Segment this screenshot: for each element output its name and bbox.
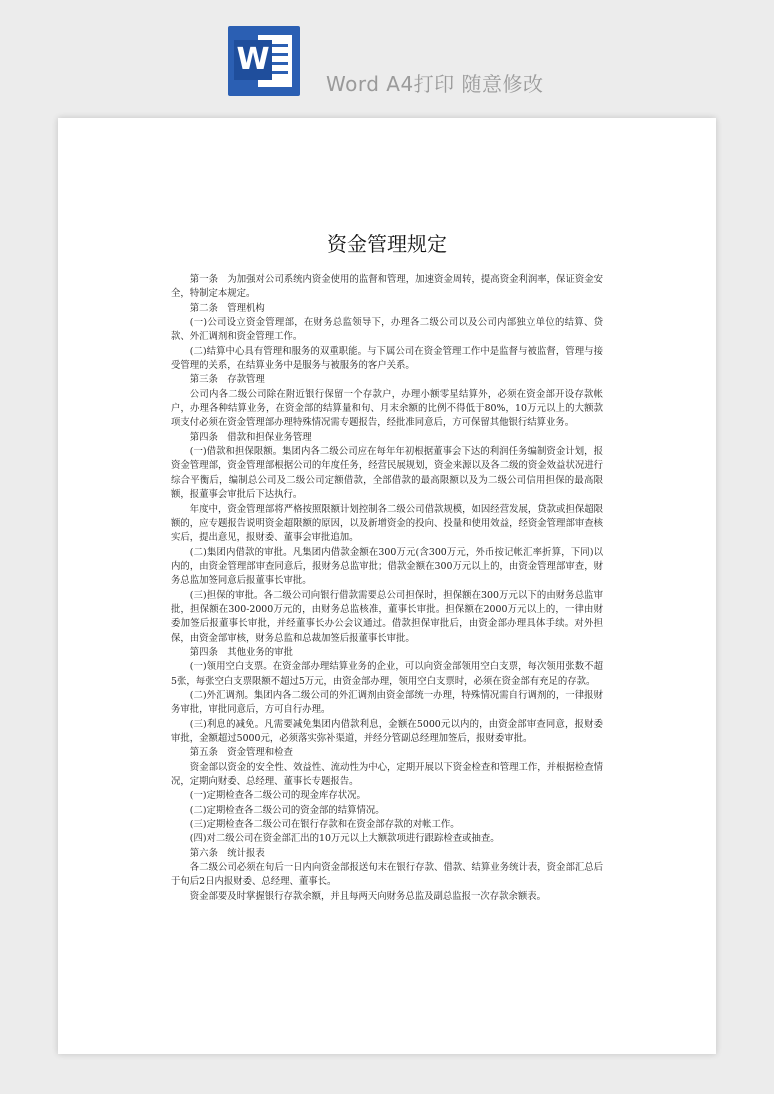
- document-page: [58, 118, 716, 1054]
- document-paragraph: 公司内各二级公司除在附近银行保留一个存款户，办理小额零星结算外，必须在资金部开设存款帐户，办理各种结算业务，在资金部的结算量和旬、月末余额的比例不得低于80%，10万元以上的大额款项支付必须在资金管理部办理特殊情况需专题报告，经批准同意后，方可保留其他银行结算业务。: [171, 388, 603, 429]
- document-paragraph: (三)定期检查各二级公司在银行存款和在资金部存款的对帐工作。: [189, 819, 460, 831]
- document-paragraph: (一)公司设立资金管理部，在财务总监领导下，办理各二级公司以及公司内部独立单位的结算、贷款、外汇调剂和资金管理工作。: [171, 317, 603, 343]
- document-paragraph: (二)外汇调剂。集团内各二级公司的外汇调剂由资金部统一办理，特殊情况需自行调剂的，一律报财务审批，审批同意后，方可自行办理。: [171, 689, 603, 716]
- document-paragraph: (二)集团内借款的审批。凡集团内借款金额在300万元(含300万元，外币按记帐汇率折算，下同)以内的，由资金管理部审查同意后，报财务总监审批；借款金额在300万元以上的，由资金管理部审查，财务总监加签同意后报董事长审批。: [171, 546, 603, 587]
- document-paragraph: (一)定期检查各二级公司的现金库存状况。: [189, 790, 366, 802]
- document-paragraph: 第四条 其他业务的审批: [189, 646, 293, 658]
- word-logo-icon: [228, 26, 300, 96]
- document-paragraph: 第四条 借款和担保业务管理: [189, 431, 312, 443]
- document-paragraph: (二)结算中心具有管理和服务的双重职能。与下属公司在资金管理工作中是监督与被监督，管理与接受管理的关系，在结算业务中是服务与被服务的客户关系。: [171, 345, 603, 372]
- document-paragraph: 第六条 统计报表: [189, 847, 265, 859]
- promo-banner: [0, 0, 774, 120]
- document-title: 资金管理规定: [327, 232, 447, 256]
- document-paragraph: (三)担保的审批。各二级公司向银行借款需要总公司担保时，担保额在300万元以下的由财务总监审批，担保额在300-2000万元的，由财务总监核准，董事长审批。担保额在2000万元以上的，一律由财委加签后报董事长审批，并经董事长办公会议通过。借款担保审批后，由资金部办理具体手续。对外担保，由资金部审核，财务总监和总裁加签后报董事长审批。: [171, 589, 603, 644]
- document-paragraph: (一)借款和担保限额。集团内各二级公司应在每年年初根据董事会下达的利润任务编制资金计划，报资金管理部，资金管理部根据公司的年度任务，经营民展规划，资金来源以及各二级的资金效益状况进行综合平衡后，编制总公司及二级公司定额借款，全部借款的最高限额以及为二级公司信用担保的最高限额，报董事会审批后下达执行。: [171, 446, 603, 501]
- document-body: [171, 273, 603, 904]
- document-paragraph: (二)定期检查各二级公司的资金部的结算情况。: [189, 804, 385, 816]
- word-letter: W: [234, 40, 272, 80]
- document-paragraph: 第五条 资金管理和检查: [189, 747, 293, 759]
- document-paragraph: 资金部以资金的安全性、效益性、流动性为中心，定期开展以下资金检查和管理工作，并根据检查情况，定期向财委、总经理、董事长专题报告。: [171, 761, 603, 788]
- document-paragraph: 第三条 存款管理: [189, 374, 265, 386]
- document-paragraph: 第二条 管理机构: [189, 302, 265, 314]
- document-paragraph: 资金部要及时掌握银行存款余额，并且每两天向财务总监及副总监报一次存款余额表。: [189, 890, 547, 902]
- document-paragraph: 年度中，资金管理部将严格按照限额计划控制各二级公司借款规模，如因经营发展，贷款或担保超限额的，应专题报告说明资金超限额的原因，以及新增资金的投向、投量和使用效益，经资金管理部审查核实后，提出意见，报财委、董事会审批追加。: [171, 503, 603, 544]
- document-paragraph: (四)对二级公司在资金部汇出的10万元以上大额款项进行跟踪检查或抽查。: [189, 833, 500, 845]
- document-paragraph: (三)利息的减免。凡需要减免集团内借款利息，金额在5000元以内的，由资金部审查同意，报财委审批，金额超过5000元，必须落实弥补渠道，并经分管副总经理加签后，报财委审批。: [171, 718, 603, 744]
- banner-caption: Word A4打印 随意修改: [326, 72, 544, 96]
- document-paragraph: 第一条 为加强对公司系统内资金使用的监督和管理，加速资金周转，提高资金利润率，保证资金安全，特制定本规定。: [171, 274, 603, 300]
- document-paragraph: 各二级公司必须在旬后一日内向资金部报送旬末在银行存款、借款、结算业务统计表，资金部汇总后于旬后2日内报财委、总经理、董事长。: [171, 862, 603, 888]
- document-paragraph: (一)领用空白支票。在资金部办理结算业务的企业，可以向资金部领用空白支票，每次领用张数不超5张，每张空白支票限额不超过5万元，由资金部办理，领用空白支票时，必须在资金部有充足的存款。: [171, 661, 603, 687]
